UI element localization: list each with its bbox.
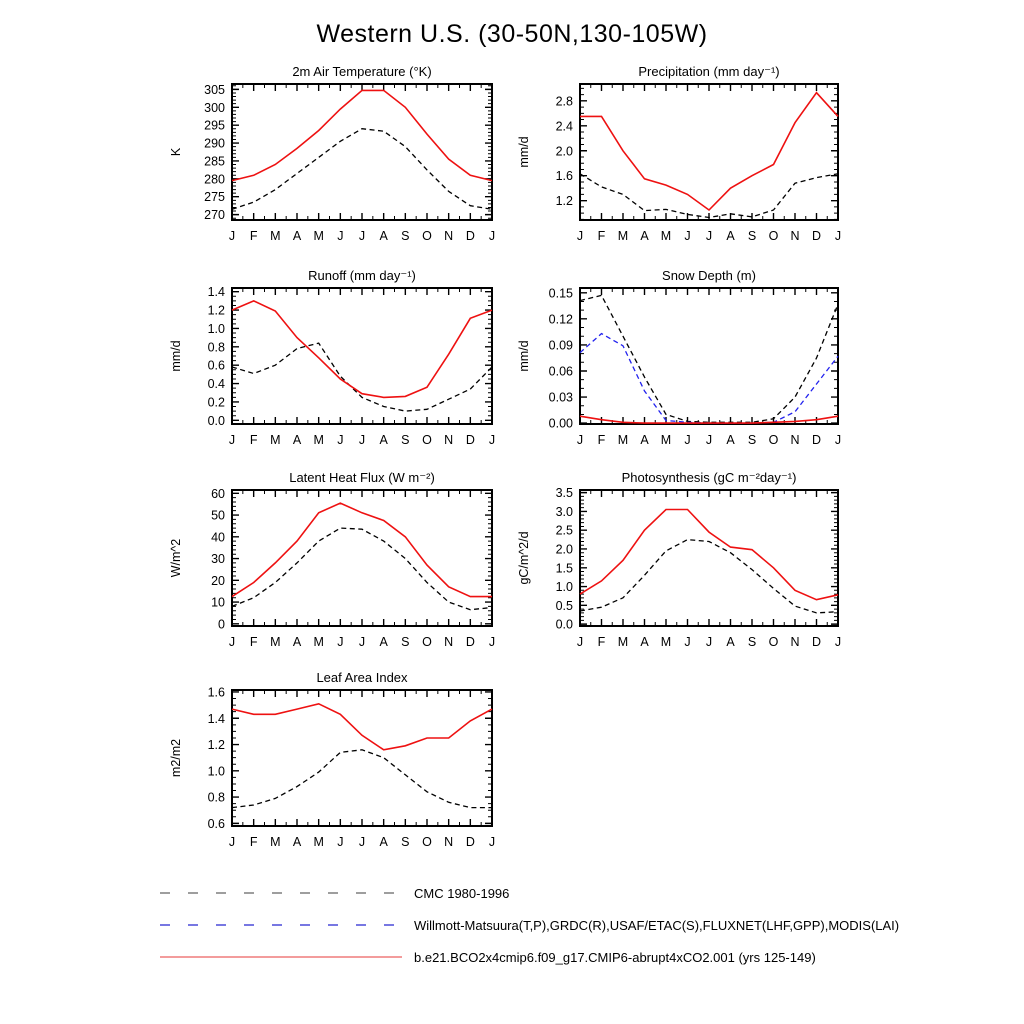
y-tick-label: 1.0 [207,764,225,779]
x-tick-label: J [488,635,496,649]
x-tick-label: A [640,433,649,447]
y-tick-label: 50 [211,508,225,523]
x-tick-label: A [379,229,388,243]
y-axis-label: W/m^2 [169,538,183,578]
x-tick-label: A [640,635,649,649]
x-tick-label: A [379,433,388,447]
axis-frame [232,490,492,626]
panel-2m-air-temperature-k [169,64,495,243]
x-tick-label: J [488,835,496,849]
x-tick-label: N [444,635,454,649]
x-tick-label: F [597,433,606,447]
x-tick-label: N [790,635,800,649]
series-line-cmc-1980-1996 [232,528,492,610]
y-axis-label: K [169,147,183,157]
x-tick-label: S [401,635,410,649]
legend-label: b.e21.BCO2x4cmip6.f09_g17.CMIP6-abrupt4xCO2.001 (yrs 125-149) [414,949,816,965]
y-axis-label: gC/m^2/d [517,531,531,585]
x-tick-label: J [228,835,236,849]
legend [160,877,899,973]
y-tick-label: 1.2 [207,738,225,753]
x-tick-label: F [249,433,258,447]
major-ticks [580,84,838,220]
x-tick-label: D [465,229,475,243]
figure-title: Western U.S. (30-50N,130-105W) [316,20,708,48]
x-tick-label: S [747,433,757,447]
legend-dashed-line-blue [160,922,402,928]
x-tick-label: J [705,433,713,447]
y-tick-label: 1.0 [207,321,225,336]
x-tick-label: M [270,635,281,649]
x-tick-label: J [358,433,366,447]
x-tick-label: D [811,229,822,243]
legend-dashed-line-black [160,890,402,896]
x-tick-label: J [834,635,842,649]
x-tick-label: N [790,229,800,243]
minor-ticks [580,84,838,220]
y-tick-label: 1.2 [555,194,573,209]
y-tick-label: 0.09 [548,338,573,353]
y-tick-label: 0.06 [548,364,573,379]
legend-solid-line-red [160,954,402,960]
series-line-b-e21-bco2x4cmip6-f09-g17-cmip6-abrupt4x [232,90,492,180]
x-tick-label: D [811,433,822,447]
panel-title: Photosynthesis (gC m⁻²day⁻¹) [621,470,797,485]
x-tick-label: M [270,835,281,849]
x-tick-label: O [422,635,432,649]
y-tick-label: 285 [204,154,225,169]
x-tick-label: J [228,433,236,447]
panel-leaf-area-index [169,670,495,849]
y-tick-label: 0.2 [207,395,225,410]
series-line-b-e21-bco2x4cmip6-f09-g17-cmip6-abrupt4x [232,503,492,596]
x-tick-label: F [597,229,606,243]
y-tick-label: 0.0 [207,413,225,428]
y-tick-label: 0.03 [548,390,573,405]
panel-precipitation-mm-day [517,64,841,243]
y-tick-label: 40 [211,530,225,545]
x-tick-label: J [228,635,236,649]
major-ticks [580,490,838,626]
x-tick-label: D [465,635,475,649]
y-tick-label: 0.8 [207,340,225,355]
y-tick-label: 1.6 [207,685,225,700]
y-tick-label: 305 [204,82,225,97]
x-tick-label: M [617,635,629,649]
x-tick-label: A [379,835,388,849]
series-line-cmc-1980-1996 [232,129,492,210]
x-tick-label: N [444,433,454,447]
major-ticks [580,288,838,424]
x-tick-label: M [617,433,629,447]
axis-frame [580,288,838,424]
y-tick-label: 0.00 [548,416,573,431]
x-tick-label: J [576,229,584,243]
panel-latent-heat-flux-w-m [169,470,495,649]
x-tick-label: J [358,229,366,243]
minor-ticks [232,690,492,826]
x-tick-label: J [705,229,713,243]
x-tick-label: M [270,433,281,447]
x-tick-label: J [576,433,584,447]
x-tick-label: M [660,229,672,243]
x-tick-label: M [313,229,324,243]
x-tick-label: J [488,229,496,243]
panel-title: 2m Air Temperature (°K) [292,64,432,79]
series-line-cmc-1980-1996 [232,343,492,411]
x-tick-label: S [401,433,410,447]
x-tick-label: J [337,835,344,849]
x-tick-label: A [726,229,735,243]
x-tick-label: J [358,635,366,649]
x-tick-label: O [422,433,432,447]
major-ticks [232,84,492,220]
y-tick-label: 2.0 [555,542,573,557]
minor-ticks [232,84,492,220]
x-tick-label: A [379,635,388,649]
x-tick-label: N [444,835,454,849]
x-tick-label: A [292,635,302,649]
panel-title: Runoff (mm day⁻¹) [308,268,416,283]
y-tick-label: 0 [218,617,225,632]
panel-title: Leaf Area Index [316,670,408,685]
y-tick-label: 3.0 [555,504,573,519]
legend-item-obs-blend [160,909,899,941]
series-line-cmc-1980-1996 [580,540,838,613]
x-tick-label: J [337,635,344,649]
series-line-b-e21-bco2x4cmip6-f09-g17-cmip6-abrupt4x [580,510,838,600]
x-tick-label: M [660,433,672,447]
x-tick-label: S [401,229,410,243]
x-tick-label: N [790,433,800,447]
panel-title: Latent Heat Flux (W m⁻²) [289,470,435,485]
x-tick-label: D [465,835,475,849]
x-tick-label: J [488,433,496,447]
x-tick-label: M [617,229,629,243]
major-ticks [232,490,492,626]
y-tick-label: 270 [204,208,225,223]
x-tick-label: J [576,635,584,649]
y-tick-label: 300 [204,100,225,115]
y-tick-label: 0.5 [555,598,573,613]
x-tick-label: S [401,835,410,849]
x-tick-label: M [660,635,672,649]
minor-ticks [580,490,838,626]
y-tick-label: 3.5 [555,486,573,501]
x-tick-label: S [747,229,757,243]
x-tick-label: O [422,835,432,849]
x-tick-label: J [684,229,691,243]
x-tick-label: J [358,835,366,849]
series-line-cmc-1980-1996 [580,295,838,422]
x-tick-label: J [228,229,236,243]
y-tick-label: 0.4 [207,377,225,392]
x-tick-label: J [684,433,691,447]
legend-item-model-run [160,941,899,973]
y-tick-label: 0.8 [207,790,225,805]
legend-item-cmc [160,877,899,909]
panel-snow-depth-m [517,268,841,447]
legend-label: Willmott-Matsuura(T,P),GRDC(R),USAF/ETAC(S),FLUXNET(LHF,GPP),MODIS(LAI) [414,917,900,933]
x-tick-label: J [834,229,842,243]
y-tick-label: 290 [204,136,225,151]
axis-frame [232,690,492,826]
y-tick-label: 2.5 [555,523,573,538]
panel-runoff-mm-day [169,268,495,447]
x-tick-label: N [444,229,454,243]
y-tick-label: 20 [211,573,225,588]
y-tick-label: 1.2 [207,303,225,318]
y-tick-label: 60 [211,486,225,501]
x-tick-label: D [465,433,475,447]
minor-ticks [232,490,492,626]
x-tick-label: J [834,433,842,447]
minor-ticks [580,288,838,424]
x-tick-label: S [747,635,757,649]
x-tick-label: M [313,635,324,649]
x-tick-label: O [768,635,779,649]
x-tick-label: A [726,635,735,649]
x-tick-label: M [270,229,281,243]
x-tick-label: O [422,229,432,243]
y-tick-label: 10 [211,595,225,610]
panel-title: Precipitation (mm day⁻¹) [638,64,780,79]
x-tick-label: A [292,835,302,849]
axis-frame [580,490,838,626]
panel-title: Snow Depth (m) [662,268,756,283]
y-tick-label: 2.4 [555,119,573,134]
series-line-willmott-matsuura-t-p-grdc-r-usaf-etac-s [580,334,838,424]
x-tick-label: F [249,835,258,849]
y-tick-label: 1.6 [555,169,573,184]
x-tick-label: F [249,635,258,649]
x-tick-label: O [768,229,779,243]
series-line-b-e21-bco2x4cmip6-f09-g17-cmip6-abrupt4x [232,704,492,750]
y-tick-label: 275 [204,190,225,205]
x-tick-label: F [249,229,258,243]
x-tick-label: J [337,229,344,243]
y-tick-label: 2.8 [555,94,573,109]
axis-frame [580,84,838,220]
x-tick-label: J [684,635,691,649]
y-tick-label: 295 [204,118,225,133]
x-tick-label: M [313,835,324,849]
y-tick-label: 0.15 [548,286,573,301]
series-line-b-e21-bco2x4cmip6-f09-g17-cmip6-abrupt4x [232,301,492,398]
y-tick-label: 280 [204,172,225,187]
y-axis-label: mm/d [517,340,531,372]
y-tick-label: 2.0 [555,144,573,159]
x-tick-label: A [292,433,302,447]
x-tick-label: J [705,635,713,649]
x-tick-label: A [726,433,735,447]
x-tick-label: F [597,635,606,649]
y-axis-label: m2/m2 [169,738,183,778]
x-tick-label: A [292,229,302,243]
y-tick-label: 1.0 [555,580,573,595]
axis-frame [232,84,492,220]
panel-photosynthesis-gc-m-day [517,470,841,649]
x-tick-label: M [313,433,324,447]
y-axis-label: mm/d [169,340,183,372]
y-axis-label: mm/d [517,136,531,168]
y-tick-label: 1.4 [207,711,225,726]
y-tick-label: 1.5 [555,561,573,576]
y-tick-label: 0.12 [548,312,573,327]
y-tick-label: 0.0 [555,617,573,632]
major-ticks [232,690,492,826]
y-tick-label: 0.6 [207,358,225,373]
y-tick-label: 0.6 [207,816,225,831]
x-tick-label: O [768,433,779,447]
x-tick-label: A [640,229,649,243]
x-tick-label: J [337,433,344,447]
y-tick-label: 1.4 [207,285,225,300]
x-tick-label: D [811,635,822,649]
y-tick-label: 30 [211,552,225,567]
series-line-cmc-1980-1996 [232,750,492,808]
legend-label: CMC 1980-1996 [414,885,510,901]
